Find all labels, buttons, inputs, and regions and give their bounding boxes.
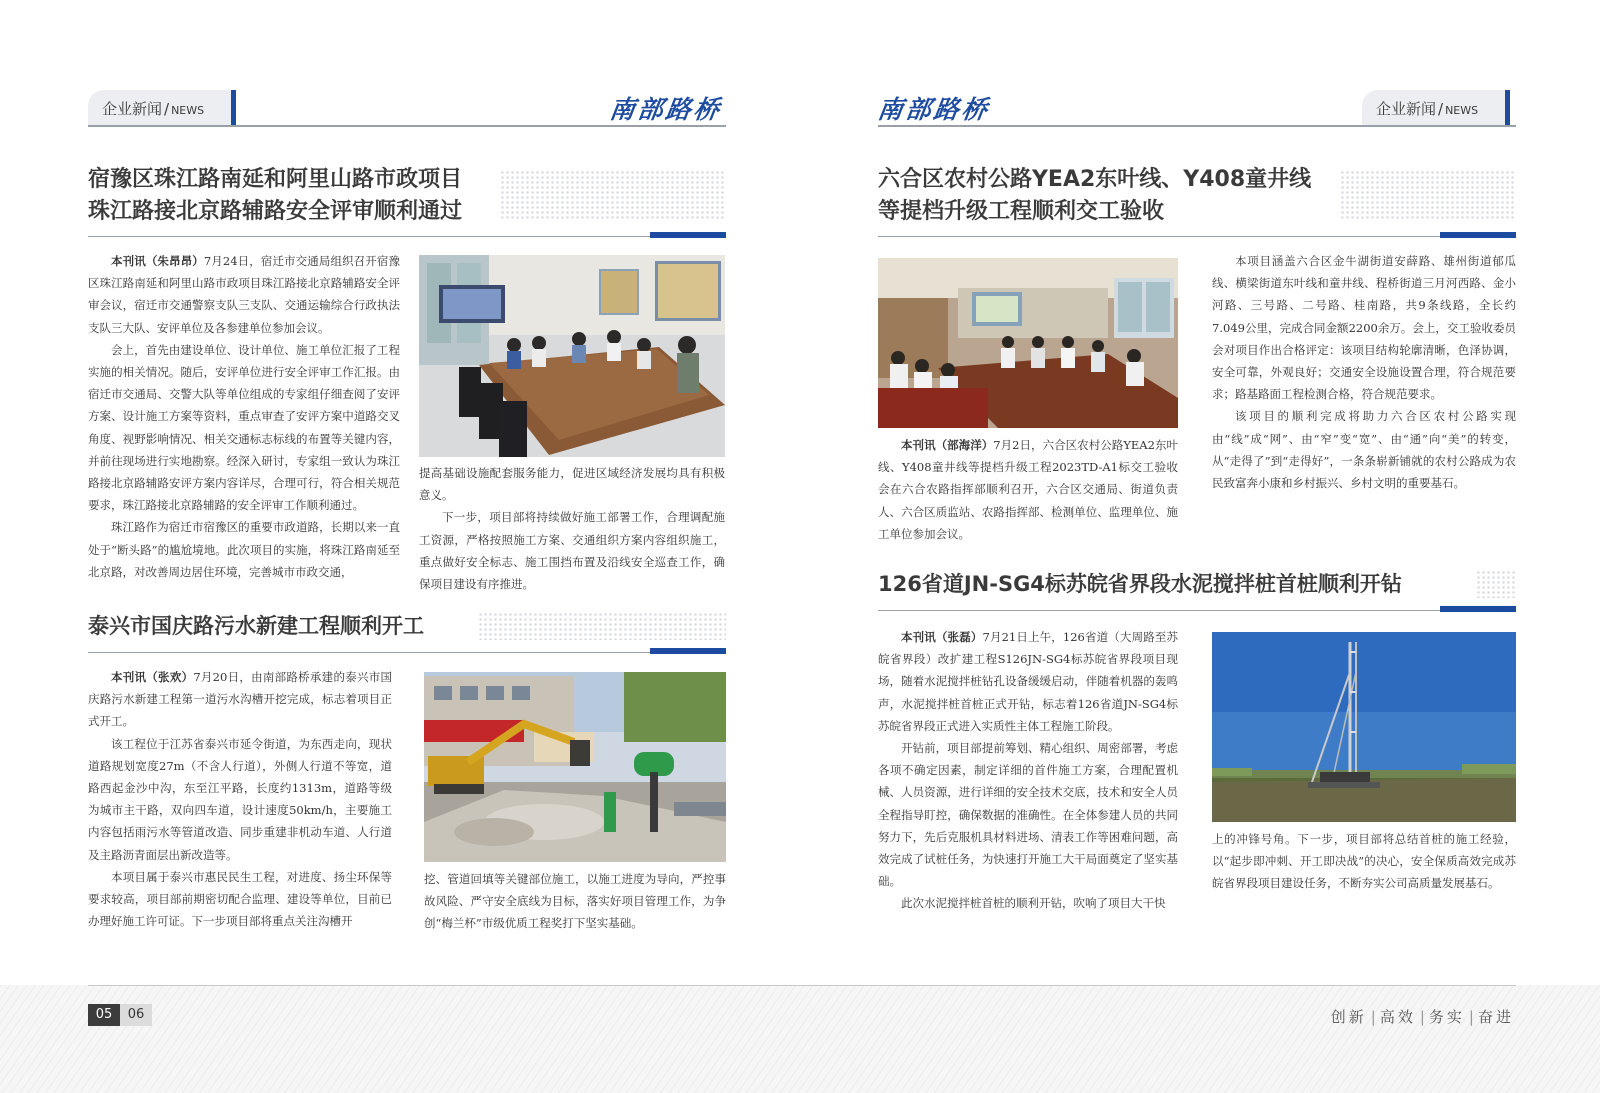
- brand-logo-left: 南部路桥: [607, 95, 724, 124]
- slogan-sep: |: [1370, 1008, 1376, 1026]
- footer-rule: [88, 985, 1516, 986]
- article-1-col-2-para-1: 提高基础设施配套服务能力，促进区域经济发展均具有积极意义。: [419, 466, 725, 503]
- article-1-col-1: [88, 250, 400, 583]
- section-tab-sep-right: /: [1438, 100, 1444, 118]
- article-2-lead: 本刊讯（张欢）: [111, 670, 194, 684]
- slogan-word-4: 奋进: [1477, 1008, 1514, 1026]
- header-rule-left: [88, 125, 726, 127]
- article-2-col-2-para-1: 挖、管道回填等关键部位施工，以施工进度为导向，严控事故风险、严守安全底线为目标，落实好项目管理工作，为争创“梅兰杯”市级优质工程奖打下坚实基础。: [424, 872, 726, 931]
- article-3-col-2-para-2: 该项目的顺利完成将助力六合区农村公路实现由“线”成“网”、由“窄”变“宽”、由“通”向“美”的转变，从“走得了”到“走得好”，一条条崭新铺就的农村公路成为农民致富奔小康和乡村振兴、乡村文明的重要基石。: [1212, 409, 1516, 491]
- article-3-title-rule: [878, 236, 1516, 237]
- slogan-word-1: 创新: [1330, 1008, 1367, 1026]
- article-3-para-1-text: 7月2日，六合区农村公路YEA2东叶线、Y408童井线等提档升级工程2023TD-A1标交工验收会在六合农路指挥部顺利召开，六合区交通局、街道负责人、六合区质监站、农路指挥部、检测单位、监理单位、施工单位参加会议。: [878, 438, 1178, 541]
- article-1-para-3: 珠江路作为宿迁市宿豫区的重要市政道路，长期以来一直处于“断头路”的尴尬境地。此次项目的实施，将珠江路南延至北京路，对改善周边居住环境，完善城市市政交通，: [88, 520, 400, 579]
- right-page: [800, 0, 1600, 1093]
- article-4-title: [878, 568, 1478, 600]
- article-4-para-2: 开钻前，项目部提前筹划、精心组织、周密部署，考虑各项不确定因素，制定详细的首件施工方案，合理配置机械、人员资源，进行详细的安全技术交底，技术和安全人员全程指导盯控，确保数据的准确性。在全体参建人员的共同努力下，先后克服机具材料进场、清表工作等困难问题，高效完成了试桩任务，为快速打开施工大干局面奠定了坚实基础。: [878, 741, 1178, 889]
- article-4-title-accent: [1440, 606, 1516, 612]
- article-4-title-rule: [878, 610, 1516, 611]
- article-3-title-line-2: 等提档升级工程顺利交工验收: [878, 199, 1165, 224]
- article-4-col-2-para-1: 上的冲锋号角。下一步，项目部将总结首桩的施工经验，以“起步即冲刺、开工即决战”的决心，安全保质高效完成苏皖省界段项目建设任务，不断夯实公司高质量发展基石。: [1212, 832, 1516, 891]
- article-4-col-2: [1212, 828, 1516, 895]
- article-2-col-1: [88, 666, 392, 932]
- footer-band: [0, 985, 1600, 1093]
- article-2-title-pattern: [478, 612, 726, 640]
- article-1-title-accent: [650, 232, 726, 238]
- article-3-lead: 本刊讯（部海洋）: [901, 438, 994, 452]
- article-3-title-pattern: [1340, 170, 1516, 220]
- article-4-col-1: [878, 626, 1178, 915]
- article-3-title-accent: [1440, 232, 1516, 238]
- article-4-lead: 本刊讯（张磊）: [901, 630, 983, 644]
- section-tab-cn-right: 企业新闻: [1376, 100, 1437, 118]
- article-2-title-accent: [650, 648, 726, 654]
- slogan-word-3: 务实: [1428, 1008, 1465, 1026]
- article-1-para-2: 会上，首先由建设单位、设计单位、施工单位汇报了工程实施的相关情况。随后，安评单位进行安全评审工作汇报。由宿迁市交通局、交警大队等单位组成的专家组仔细查阅了安评方案、设计施工方案等资料，重点审查了安评方案中道路交叉角度、视野影响情况、相关交通标志标线的布置等关键内容，并前往现场进行实地勘察。经深入研讨，专家组一致认为珠江路接北京路辅路安评方案内容详尽，合理可行，符合相关规范要求，珠江路接北京路辅路的安全评审工作顺利通过。: [88, 342, 400, 513]
- article-2-para-3: 本项目属于泰兴市惠民民生工程，对进度、扬尘环保等要求较高，项目部前期密切配合监理、建设等单位，目前已办理好施工许可证。下一步项目部将重点关注沟槽开: [88, 869, 392, 929]
- slogan-word-2: 高效: [1379, 1008, 1416, 1026]
- article-3-title: [878, 164, 1348, 228]
- article-1-col-2: [419, 462, 725, 595]
- article-2-title-line-1: 泰兴市国庆路污水新建工程顺利开工: [88, 614, 424, 638]
- article-1-para-1: [88, 250, 400, 339]
- section-tab-sep: /: [164, 100, 170, 118]
- article-3-col-1: [878, 434, 1178, 545]
- article-2-para-1: [88, 666, 392, 733]
- article-1-lead: 本刊讯（朱昂昂）: [111, 254, 204, 268]
- article-2-para-1-text: 7月20日，由南部路桥承建的泰兴市国庆路污水新建工程第一道污水沟槽开挖完成，标志着项目正式开工。: [88, 670, 392, 729]
- section-tab-left: [88, 90, 236, 126]
- article-2-title-rule: [88, 652, 726, 653]
- article-2-para-2: 该工程位于江苏省泰兴市延令街道，为东西走向，现状道路规划宽度27m（不含人行道），外侧人行道不等宽，道路西起金沙中沟，东至江平路，长度约1313m，道路等级为城市主干路，双向四车道，设计速度50km/h，主要施工内容包括雨污水等管道改造、同步重建非机动车道、人行道及主路沥青面层出新改造等。: [88, 736, 392, 862]
- article-1-title-rule: [88, 236, 726, 237]
- section-tab-right: [1362, 90, 1510, 126]
- article-1-photo-meeting: [419, 255, 725, 457]
- article-1-title-line-1: 宿豫区珠江路南延和阿里山路市政项目: [88, 167, 463, 192]
- section-tab-en: NEWS: [171, 104, 205, 117]
- section-tab-en-right: NEWS: [1445, 104, 1479, 117]
- article-1-para-1-text: 7月24日，宿迁市交通局组织召开宿豫区珠江路南延和阿里山路市政项目珠江路接北京路辅路安全评审会议，宿迁市交通警察支队三支队、交通运输综合行政执法支队三大队、安评单位及各参建单位参加会议。: [88, 254, 401, 335]
- article-1-title: [88, 164, 508, 228]
- article-4-title-line-1: 126省道JN-SG4标苏皖省界段水泥搅拌桩首桩顺利开钻: [878, 572, 1402, 596]
- page-number-right: 06: [120, 1004, 152, 1026]
- article-3-para-1: [878, 434, 1178, 545]
- header-rule-right: [878, 125, 1516, 127]
- slogan-sep: |: [1468, 1008, 1474, 1026]
- article-3-photo-meeting: [878, 258, 1178, 428]
- article-2-title: [88, 610, 468, 642]
- article-3-col-2-para-1: 本项目涵盖六合区金牛湖街道安薛路、雄州街道郁瓜线、横梁街道东叶线和童井线、程桥街道三月河西路、金小河路、三号路、二号路、桂南路，共9条线路，全长约7.049公里，完成合同金额2200余万。会上，交工验收委员会对项目作出合格评定：该项目结构轮廓清晰，色泽协调，安全可靠，外观良好；交通安全设施设置合理，符合规范要求；路基路面工程检测合格，符合规范要求。: [1212, 254, 1516, 402]
- article-4-photo-pile-rig: [1212, 632, 1516, 822]
- article-1-col-2-para-2: 下一步，项目部将持续做好施工部署工作，合理调配施工资源，严格按照施工方案、交通组织方案内容组织施工，重点做好安全标志、施工围挡布置及沿线安全巡查工作，确保项目建设有序推进。: [419, 510, 725, 592]
- brand-logo-right: 南部路桥: [875, 95, 992, 124]
- section-tab-cn: 企业新闻: [102, 100, 163, 118]
- article-2-photo-construction: [424, 672, 726, 862]
- slogan-sep: |: [1419, 1008, 1425, 1026]
- page-number-left: 05: [88, 1004, 120, 1026]
- article-4-para-3: 此次水泥搅拌桩首桩的顺利开钻，吹响了项目大干快: [901, 896, 1166, 911]
- article-4-title-pattern: [1476, 570, 1516, 598]
- article-1-title-pattern: [500, 170, 726, 220]
- article-2-col-2: [424, 868, 726, 935]
- article-3-col-2: [1212, 250, 1516, 494]
- article-4-para-1: [878, 626, 1178, 737]
- article-4-para-1-text: 7月21日上午，126省道（大周路至苏皖省界段）改扩建工程S126JN-SG4标苏皖省界段项目现场，随着水泥搅拌桩钻孔设备缓缓启动，伴随着机器的轰鸣声，水泥搅拌桩首桩正式开钻，标志着126省道JN-SG4标苏皖省界段正式进入实质性主体工程施工阶段。: [878, 630, 1178, 733]
- article-3-title-line-1: 六合区农村公路YEA2东叶线、Y408童井线: [878, 167, 1312, 192]
- article-1-title-line-2: 珠江路接北京路辅路安全评审顺利通过: [88, 199, 463, 224]
- footer-slogan: [1331, 1006, 1514, 1027]
